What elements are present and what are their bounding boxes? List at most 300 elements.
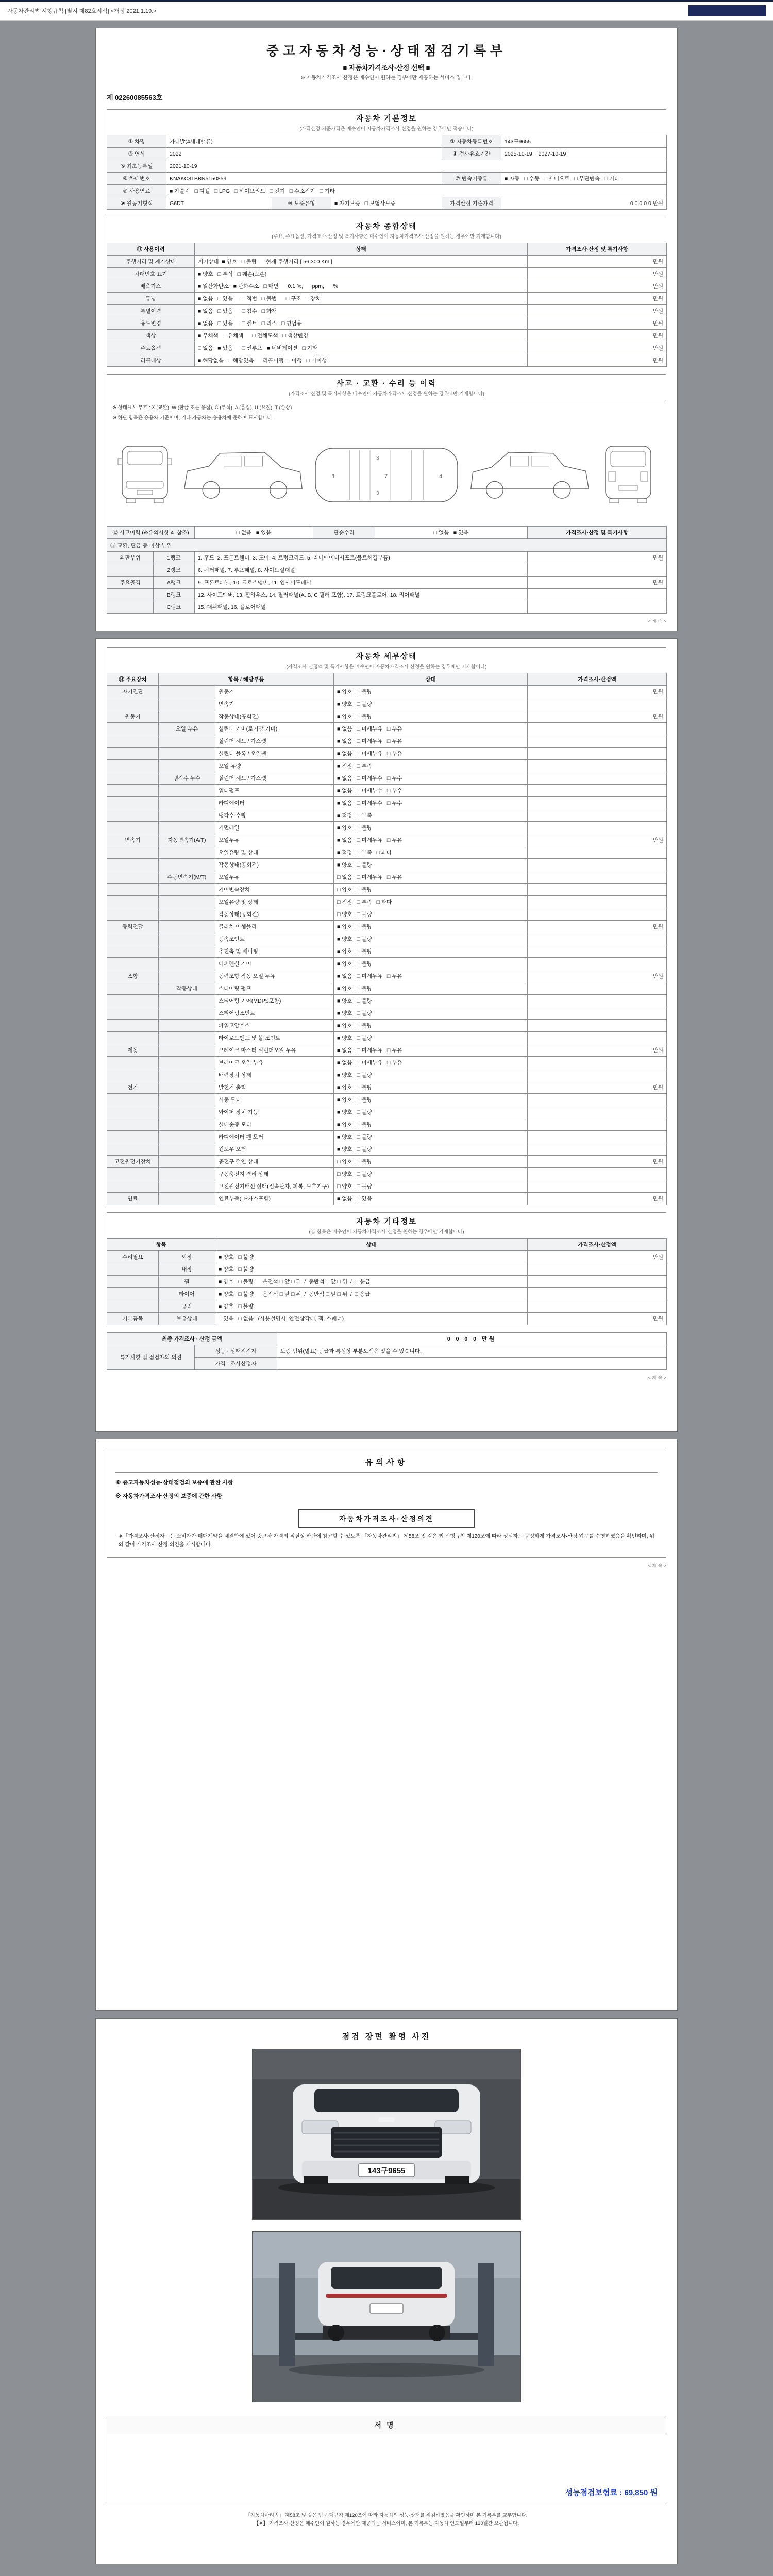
detail-group: 제동 (107, 1044, 159, 1056)
rank-amount (528, 564, 667, 576)
price-opinion-title: 자동차가격조사·산정의견 (298, 1509, 475, 1528)
detail-row (107, 1019, 667, 1031)
detail-item: 스티어링 기어(MDPS포함) (215, 994, 334, 1007)
detail-group (107, 747, 159, 759)
detail-status-checkboxes: ■ 양호 □ 불량 (334, 982, 528, 994)
table-row (107, 173, 667, 185)
detail-status-checkboxes: □ 적정 □ 부족 □ 과다 (334, 895, 528, 908)
detail-row (107, 982, 667, 994)
section-title-basic: 자동차 기본정보 (가격산정 기준가격은 매수인이 자동차가격조사·산정을 원하는 경우에만 적습니다) (107, 109, 666, 135)
detail-subgroup (159, 945, 215, 957)
accident-history-table (107, 526, 667, 539)
summary-amount: 만원 (528, 330, 667, 342)
detail-item: 작동상태(공회전) (215, 858, 334, 871)
detail-group (107, 759, 159, 772)
detail-item: 스티어링 펌프 (215, 982, 334, 994)
detail-amount (528, 1180, 667, 1192)
detail-amount (528, 945, 667, 957)
table-header-row (107, 1238, 667, 1250)
rank-parts-list: 6. 쿼터패널, 7. 루프패널, 8. 사이드실패널 (195, 564, 528, 576)
rank-grade: 2랭크 (154, 564, 195, 576)
summary-item: 주요옵션 (107, 342, 195, 354)
detail-item: 냉각수 수량 (215, 809, 334, 821)
etc-group (107, 1287, 159, 1300)
detail-group (107, 1031, 159, 1044)
svg-text:3: 3 (376, 490, 379, 496)
detail-row (107, 747, 667, 759)
detail-amount (528, 747, 667, 759)
accident-history-checkboxes: □ 없음 ■ 있음 (195, 526, 313, 538)
detail-subgroup (159, 1192, 215, 1205)
sheet-photos-sign (95, 2018, 678, 2564)
etc-item: 내장 (159, 1263, 215, 1275)
detail-item: 추진축 및 베어링 (215, 945, 334, 957)
detail-group: 변속기 (107, 834, 159, 846)
detail-subgroup (159, 747, 215, 759)
table-row (107, 1332, 667, 1345)
detail-item: 실린더 커버(로커암 커버) (215, 722, 334, 735)
detail-group: 조향 (107, 970, 159, 982)
detail-item: 시동 모터 (215, 1093, 334, 1106)
detail-group (107, 698, 159, 710)
etc-status-checkboxes: ■ 양호 □ 불량 (215, 1263, 528, 1275)
detail-item: 동력조향 작동 오일 누유 (215, 970, 334, 982)
inspection-photo-front (252, 2049, 521, 2220)
detail-amount: 만원 (528, 834, 667, 846)
summary-amount: 만원 (528, 305, 667, 317)
detail-subgroup (159, 1007, 215, 1019)
summary-item: 용도변경 (107, 317, 195, 330)
detail-item: 고전원전기배선 상태(접속단자, 피복, 보호기구) (215, 1180, 334, 1192)
detail-subgroup (159, 1056, 215, 1069)
table-row (107, 148, 667, 160)
etc-item: 휠 (159, 1275, 215, 1287)
detail-group: 연료 (107, 1192, 159, 1205)
detail-subgroup (159, 710, 215, 722)
summary-row (107, 256, 667, 268)
etc-status-checkboxes: ■ 양호 □ 불량 운전석 □ 앞 □ 뒤 / 동반석 □ 앞 □ 뒤 / □ 응급 (215, 1287, 528, 1300)
detail-status-checkboxes: ■ 양호 □ 불량 (334, 1143, 528, 1155)
svg-text:7: 7 (384, 473, 388, 480)
detail-item: 스티어링조인트 (215, 1007, 334, 1019)
detail-status-checkboxes: ■ 양호 □ 불량 (334, 1093, 528, 1106)
etc-amount (528, 1263, 667, 1275)
detail-group (107, 933, 159, 945)
price-opinion-text: ※「가격조사·산정자」는 소비자가 매매계약을 체결함에 있어 중고차 가격의 적절성 판단에 참고할 수 있도록 「자동차관리법」 제58조 및 같은 법 시행규칙 제120조에 따라 성실하고 공정하게 가격조사·산정 업무를 수행하였음을 확인하며, 위와 같이 가격조사·산정 의견을 제시합니다. (119, 1533, 654, 1548)
table-row (107, 185, 667, 197)
detail-item: 원동기 (215, 685, 334, 698)
detail-status-checkboxes: ■ 양호 □ 불량 (334, 933, 528, 945)
detail-status-checkboxes: ■ 양호 □ 불량 (334, 698, 528, 710)
detail-subgroup (159, 1106, 215, 1118)
table-header-row (107, 243, 667, 256)
rank-row (107, 551, 667, 564)
detail-status-checkboxes: ■ 적정 □ 부족 (334, 809, 528, 821)
detail-amount: 만원 (528, 1192, 667, 1205)
detail-subgroup (159, 1143, 215, 1155)
section-title-etc: 자동차 기타정보 (⑮ 항목은 매수인이 자동차가격조사·산정을 원하는 경우에만 기재합니다) (107, 1212, 666, 1238)
top-bar (0, 0, 773, 21)
detail-row (107, 1044, 667, 1056)
car-diagram-front (114, 432, 176, 519)
etc-group: 수리필요 (107, 1250, 159, 1263)
detail-item: 윈도우 모터 (215, 1143, 334, 1155)
detail-subgroup (159, 1093, 215, 1106)
detail-subgroup (159, 1044, 215, 1056)
detail-subgroup (159, 1069, 215, 1081)
detail-row (107, 796, 667, 809)
document-subtitle: ■ 자동차가격조사·산정 선택 ■ (343, 64, 430, 72)
detail-item: 작동상태(공회전) (215, 710, 334, 722)
summary-header-note: 가격조사·산정 및 특기사항 (528, 243, 667, 256)
detail-row (107, 735, 667, 747)
rank-category: 주요골격 (107, 576, 154, 588)
engine-type-label: ⑨ 원동기형식 (107, 197, 166, 210)
detail-subgroup: 자동변속기(A/T) (159, 834, 215, 846)
detail-group (107, 784, 159, 796)
detail-row (107, 685, 667, 698)
detail-amount (528, 1143, 667, 1155)
rank-amount (528, 601, 667, 613)
rank-grade: C랭크 (154, 601, 195, 613)
rank-row (107, 564, 667, 576)
detail-amount (528, 1007, 667, 1019)
detail-group (107, 735, 159, 747)
detail-item: 작동상태(공회전) (215, 908, 334, 920)
detail-row (107, 1192, 667, 1205)
detail-row (107, 809, 667, 821)
detail-amount (528, 957, 667, 970)
detail-group (107, 1056, 159, 1069)
detail-status-checkboxes: ■ 양호 □ 불량 (334, 685, 528, 698)
detail-group (107, 821, 159, 834)
detail-subgroup: 작동상태 (159, 982, 215, 994)
car-diagram-top (309, 432, 464, 519)
detail-amount: 만원 (528, 1081, 667, 1093)
detail-amount: 만원 (528, 970, 667, 982)
detail-status-checkboxes: □ 양호 □ 불량 (334, 883, 528, 895)
detail-row (107, 1069, 667, 1081)
detail-status-checkboxes: ■ 양호 □ 불량 (334, 957, 528, 970)
detail-amount: 만원 (528, 1155, 667, 1167)
detail-row (107, 871, 667, 883)
detail-amount (528, 1069, 667, 1081)
detail-amount: 만원 (528, 920, 667, 933)
detail-item: 등속조인트 (215, 933, 334, 945)
signature-box (107, 2416, 666, 2504)
detail-subgroup (159, 1167, 215, 1180)
detail-group (107, 908, 159, 920)
detail-group (107, 1019, 159, 1031)
detail-subgroup (159, 846, 215, 858)
detail-amount (528, 784, 667, 796)
model-year-label: ③ 연식 (107, 148, 166, 160)
detail-group (107, 1007, 159, 1019)
detail-subgroup (159, 1155, 215, 1167)
detail-item: 실내송풍 모터 (215, 1118, 334, 1130)
detail-group: 자기진단 (107, 685, 159, 698)
etc-group (107, 1263, 159, 1275)
top-navy-badge (688, 5, 766, 16)
detail-status-checkboxes: ■ 양호 □ 불량 (334, 1130, 528, 1143)
detail-status-checkboxes: ■ 없음 □ 미세누유 □ 누유 (334, 970, 528, 982)
etc-item: 타이어 (159, 1287, 215, 1300)
transmission-label: ⑦ 변속기종류 (442, 173, 501, 185)
status-code-legend: ※ 상태표시 부호 : X (교환), W (판금 또는 용접), C (부식), A (흠집), U (요철), T (손상) (112, 405, 292, 411)
detail-row (107, 1056, 667, 1069)
detail-subgroup (159, 895, 215, 908)
summary-status-checkboxes: ■ 없음 □ 있음 □ 렌트 □ 리스 □ 영업용 (195, 317, 528, 330)
summary-amount: 만원 (528, 354, 667, 367)
detail-group (107, 722, 159, 735)
detail-item: 디퍼렌셜 기어 (215, 957, 334, 970)
footer-line-2: 【※】 가격조사·산정은 매수인이 원하는 경우에만 제공되는 서비스이며, 본 기록부는 자동차 인도일부터 120일간 보관됩니다. (254, 2520, 519, 2527)
detail-group (107, 1130, 159, 1143)
summary-status-checkboxes: ■ 양호 □ 부식 □ 훼손(오손) (195, 268, 528, 280)
car-name-label: ① 차명 (107, 135, 166, 148)
detail-header-item: 항목 / 해당부품 (159, 673, 334, 685)
summary-item: 차대번호 표기 (107, 268, 195, 280)
rank-parts-list: 9. 프론트패널, 10. 크로스멤버, 11. 인사이드패널 (195, 576, 528, 588)
detail-item: 충전구 절연 상태 (215, 1155, 334, 1167)
etc-amount (528, 1287, 667, 1300)
etc-group (107, 1300, 159, 1312)
rank-row (107, 576, 667, 588)
continue-marker: < 계 속 > (648, 1375, 666, 1380)
detail-status-checkboxes: ■ 없음 □ 미세누유 □ 누유 (334, 722, 528, 735)
detail-item: 실린더 블록 / 오일팬 (215, 747, 334, 759)
first-reg-label: ⑤ 최초등록일 (107, 160, 166, 173)
table-row (107, 526, 667, 538)
detail-amount (528, 883, 667, 895)
table-row (107, 539, 667, 551)
vin-label: ⑥ 차대번호 (107, 173, 166, 185)
summary-row (107, 354, 667, 367)
detail-group (107, 796, 159, 809)
etc-item: 유리 (159, 1300, 215, 1312)
detail-subgroup (159, 908, 215, 920)
detail-subgroup (159, 920, 215, 933)
detail-status-checkboxes: □ 양호 □ 불량 (334, 1155, 528, 1167)
etc-amount (528, 1300, 667, 1312)
inspection-fee-label: 성능점검보험료 : (565, 2488, 623, 2497)
detail-status-checkboxes: ■ 없음 □ 미세누유 □ 누유 (334, 834, 528, 846)
car-diagram-rear (597, 432, 659, 519)
summary-status-checkboxes: ■ 해당없음 □ 해당있음 리콜이행 □ 이행 □ 미이행 (195, 354, 528, 367)
detail-subgroup (159, 1118, 215, 1130)
summary-item: 특별이력 (107, 305, 195, 317)
detail-row (107, 1167, 667, 1180)
detail-amount: 만원 (528, 1044, 667, 1056)
detail-row (107, 1007, 667, 1019)
detail-row (107, 1106, 667, 1118)
engine-type-value: G6DT (166, 197, 272, 210)
summary-row (107, 268, 667, 280)
detail-item: 변속기 (215, 698, 334, 710)
detail-header-group: ⑭ 주요장치 (107, 673, 159, 685)
etc-amount: 만원 (528, 1250, 667, 1263)
detail-item: 오일 유량 (215, 759, 334, 772)
detail-status-checkboxes: ■ 양호 □ 불량 (334, 1069, 528, 1081)
simple-repair-checkboxes: □ 없음 ■ 있음 (375, 526, 528, 538)
summary-item: 주행거리 및 계기상태 (107, 256, 195, 268)
summary-amount: 만원 (528, 293, 667, 305)
document-header (107, 37, 666, 90)
detail-subgroup (159, 821, 215, 834)
detail-group (107, 895, 159, 908)
fuel-checkboxes: ■ 가솔린 □ 디젤 □ LPG □ 하이브리드 □ 전기 □ 수소전기 □ 기타 (166, 185, 667, 197)
detail-row (107, 722, 667, 735)
detail-status-checkboxes: □ 양호 □ 불량 (334, 1180, 528, 1192)
detail-item: 실린더 헤드 / 가스켓 (215, 735, 334, 747)
table-header-row (107, 673, 667, 685)
detail-item: 오일유량 및 상태 (215, 846, 334, 858)
accident-history-label: ⑫ 사고이력 (※유의사항 4. 참조) (107, 526, 195, 538)
signature-title: 서명 (107, 2416, 666, 2434)
detail-row (107, 1143, 667, 1155)
rank-amount: 만원 (528, 576, 667, 588)
detail-row (107, 1031, 667, 1044)
detail-state-table (107, 673, 667, 1205)
detail-subgroup (159, 858, 215, 871)
detail-amount (528, 1130, 667, 1143)
basic-info-table (107, 135, 667, 210)
detail-item: 실린더 헤드 / 가스켓 (215, 772, 334, 784)
table-row (107, 1345, 667, 1357)
section-title-summary: 자동차 종합상태 (주요, 주요옵션, 가격조사·산정 및 특기사항은 매수인이 자동차가격조사·산정을 원하는 경우에만 기재합니다) (107, 217, 666, 243)
detail-group (107, 846, 159, 858)
etc-header-item: 항목 (107, 1238, 215, 1250)
detail-row (107, 1118, 667, 1130)
detail-group: 동력전달 (107, 920, 159, 933)
first-reg-value: 2021-10-19 (166, 160, 667, 173)
car-diagram-left-side (180, 432, 304, 519)
detail-status-checkboxes: ■ 양호 □ 불량 (334, 821, 528, 834)
detail-amount (528, 735, 667, 747)
detail-status-checkboxes: ■ 양호 □ 불량 (334, 1081, 528, 1093)
detail-header-amount: 가격조사·산정액 (528, 673, 667, 685)
detail-group: 고전원전기장치 (107, 1155, 159, 1167)
detail-amount (528, 933, 667, 945)
detail-item: 오일유량 및 상태 (215, 895, 334, 908)
summary-row (107, 342, 667, 354)
etc-item: 외장 (159, 1250, 215, 1263)
continue-marker: < 계 속 > (648, 618, 666, 624)
detail-amount (528, 908, 667, 920)
summary-status-checkboxes: ■ 없음 □ 있음 □ 침수 □ 화재 (195, 305, 528, 317)
detail-status-checkboxes: ■ 양호 □ 불량 (334, 858, 528, 871)
detail-status-checkboxes: ■ 양호 □ 불량 (334, 1106, 528, 1118)
inspector-opinion: 보증 범위(별표) 등급과 특성상 부분도색은 있을 수 있습니다. (277, 1345, 667, 1357)
opinion-section-label: 특기사항 및 점검자의 의견 (107, 1345, 195, 1369)
sheet-basic-info (95, 28, 678, 631)
detail-group (107, 1167, 159, 1180)
etc-row (107, 1300, 667, 1312)
table-row (107, 197, 667, 210)
car-diagram-panel (107, 426, 666, 526)
notes-section1-title: ※ 중고자동차성능·상태점검의 보증에 관한 사항 (115, 1479, 233, 1486)
summary-item: 배출가스 (107, 280, 195, 293)
detail-row (107, 920, 667, 933)
detail-amount (528, 895, 667, 908)
detail-amount: 만원 (528, 685, 667, 698)
detail-header-status: 상태 (334, 673, 528, 685)
summary-row (107, 305, 667, 317)
rank-parts-list: 12. 사이드멤버, 13. 휠하우스, 14. 필러패널(A, B, C 필러 포함), 17. 트렁크플로어, 18. 리어패널 (195, 588, 528, 601)
detail-row (107, 908, 667, 920)
notes-title: 유의사항 (115, 1453, 658, 1473)
detail-group (107, 1069, 159, 1081)
detail-item: 구동축전지 격리 상태 (215, 1167, 334, 1180)
detail-row (107, 1093, 667, 1106)
detail-row (107, 846, 667, 858)
detail-subgroup (159, 1019, 215, 1031)
summary-header-status: 상태 (195, 243, 528, 256)
etc-status-checkboxes: ■ 양호 □ 불량 운전석 □ 앞 □ 뒤 / 동반석 □ 앞 □ 뒤 / □ 응급 (215, 1275, 528, 1287)
detail-amount (528, 722, 667, 735)
detail-status-checkboxes: ■ 양호 □ 불량 (334, 1007, 528, 1019)
detail-status-checkboxes: □ 양호 □ 불량 (334, 908, 528, 920)
detail-row (107, 821, 667, 834)
vin-value: KNAKC81BBN5150859 (166, 173, 442, 185)
detail-row (107, 1180, 667, 1192)
detail-group (107, 871, 159, 883)
etc-status-checkboxes: ■ 양호 □ 불량 (215, 1300, 528, 1312)
detail-status-checkboxes: ■ 양호 □ 불량 (334, 1118, 528, 1130)
detail-amount (528, 982, 667, 994)
detail-status-checkboxes: ■ 양호 □ 불량 (334, 1019, 528, 1031)
section-title-detail: 자동차 세부상태 (가격조사·산정액 및 특기사항은 매수인이 자동차가격조사·산정을 원하는 경우에만 기재합니다) (107, 647, 666, 673)
detail-subgroup (159, 735, 215, 747)
rank-category (107, 588, 154, 601)
detail-row (107, 945, 667, 957)
detail-item: 기어변속장치 (215, 883, 334, 895)
detail-item: 커먼레일 (215, 821, 334, 834)
detail-status-checkboxes: ■ 없음 □ 미세누유 □ 누유 (334, 735, 528, 747)
rank-parts-list: 1. 후드, 2. 프론트휀더, 3. 도어, 4. 트렁크리드, 5. 라디에이터서포트(볼트체결부품) (195, 551, 528, 564)
summary-row (107, 330, 667, 342)
sheet-detail-state (95, 638, 678, 1432)
summary-amount: 만원 (528, 256, 667, 268)
detail-amount (528, 1106, 667, 1118)
detail-item: 클러치 어셈블리 (215, 920, 334, 933)
detail-subgroup (159, 809, 215, 821)
detail-subgroup (159, 933, 215, 945)
rank-grade: 1랭크 (154, 551, 195, 564)
detail-amount (528, 871, 667, 883)
detail-item: 와이퍼 장치 기능 (215, 1106, 334, 1118)
detail-item: 배력장치 상태 (215, 1069, 334, 1081)
detail-subgroup (159, 994, 215, 1007)
detail-row (107, 759, 667, 772)
car-name-value: 카니발(4세대밸류) (166, 135, 442, 148)
detail-item: 브레이크 마스터 실린더오일 누유 (215, 1044, 334, 1056)
detail-status-checkboxes: ■ 없음 □ 미세누수 □ 누수 (334, 772, 528, 784)
detail-row (107, 883, 667, 895)
etc-header-amount: 가격조사·산정액 (528, 1238, 667, 1250)
etc-amount (528, 1275, 667, 1287)
detail-group (107, 1180, 159, 1192)
detail-group (107, 1118, 159, 1130)
detail-amount (528, 772, 667, 784)
exchange-section-label: ⑬ 교환, 판금 등 이상 부위 (107, 539, 667, 551)
rank-parts-list: 15. 대쉬패널, 16. 플로어패널 (195, 601, 528, 613)
summary-amount: 만원 (528, 317, 667, 330)
detail-amount (528, 809, 667, 821)
etc-header-status: 상태 (215, 1238, 528, 1250)
detail-status-checkboxes: ■ 양호 □ 불량 (334, 994, 528, 1007)
summary-item: 튜닝 (107, 293, 195, 305)
